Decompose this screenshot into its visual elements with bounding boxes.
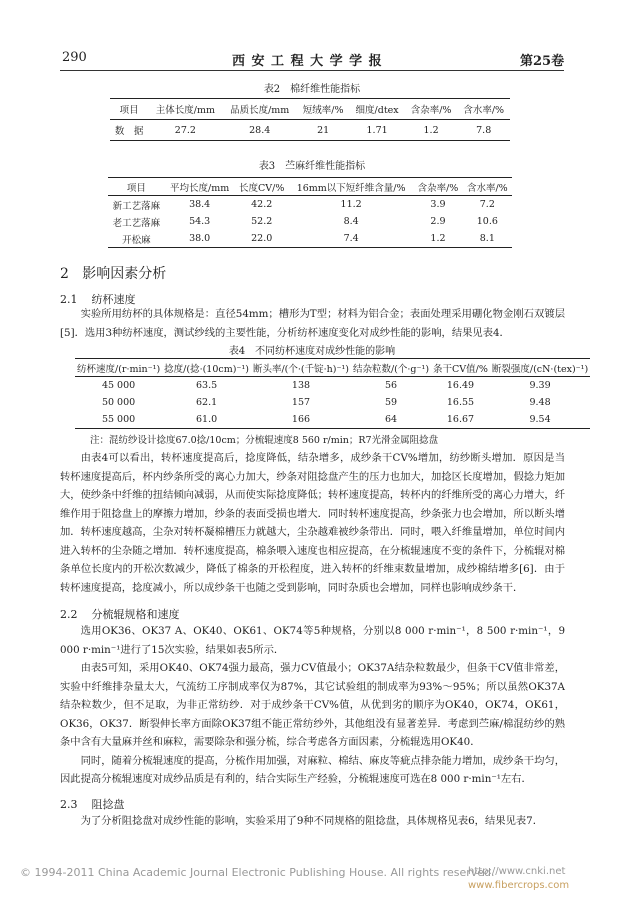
- subsection-title: 纺杯速度: [91, 293, 136, 306]
- table-cell: 45 000: [75, 377, 162, 395]
- table-cell: 28.4: [223, 120, 297, 141]
- table-row: [108, 213, 512, 230]
- column-header: 主体长度/mm: [148, 99, 222, 120]
- table-cell: 1.2: [413, 230, 462, 248]
- table-cell: 166: [251, 411, 351, 429]
- subsection-title: 分梳辊规格和速度: [91, 608, 180, 621]
- table-row: [110, 120, 510, 141]
- table-cell: 9.48: [529, 397, 551, 408]
- body-text: 为了分析阻捻盘对成纱性能的影响，实验采用了9种不同规格的阻捻盘，具体规格见表6，结果见表7．: [80, 815, 544, 827]
- table-cell: 50 000: [101, 397, 136, 408]
- table-row: [75, 411, 590, 429]
- paragraph-2-1: [60, 305, 565, 342]
- column-header: 细度/dtex: [349, 99, 404, 120]
- table-header-row: [110, 99, 510, 120]
- table-cell: 1.71: [349, 120, 404, 141]
- table3: [108, 177, 512, 248]
- table-cell: 54.3: [189, 216, 211, 227]
- journal-title: 西 安 工 程 大 学 学 报: [232, 54, 383, 69]
- table-cell: 55 000: [75, 411, 162, 429]
- table4-caption: 表4 不同纺杯速度对成纱性能的影响: [228, 346, 396, 357]
- table-row: [108, 230, 512, 248]
- table4: [75, 358, 590, 429]
- column-header: 断头率/(个·(千锭·h)⁻¹): [251, 359, 351, 377]
- table-cell: 7.2: [463, 196, 512, 214]
- table-cell: 11.2: [289, 196, 413, 214]
- table-cell: 数 据: [110, 120, 148, 141]
- table-cell: 16.67: [431, 411, 490, 429]
- table-cell: 10.6: [476, 216, 498, 227]
- table-header-row: [75, 359, 590, 377]
- table-cell: 7.4: [289, 230, 413, 248]
- table-cell: 61.0: [162, 411, 251, 429]
- table-cell: 38.4: [165, 196, 235, 214]
- table3-caption: 表3 苎麻纤维性能指标: [258, 161, 366, 172]
- table-cell: 16.55: [446, 397, 475, 408]
- column-header: 结杂粒数/(个·g⁻¹): [351, 359, 431, 377]
- table2-caption: 表2 棉纤维性能指标: [263, 84, 361, 95]
- table-cell: 老工艺落麻: [112, 217, 161, 229]
- section-number: 2: [60, 266, 69, 282]
- table-cell: 开松麻: [108, 230, 165, 248]
- table4-note: 注：混纺纱设计捻度67.0捻/10cm；分梳辊速度8 560 r/min；R7光滑金属阻捻盘: [90, 435, 439, 446]
- column-header: 短绒率/%: [297, 99, 350, 120]
- body-text: 由表4可以看出，转杯速度提高后，捻度降低，结杂增多，成纱条干CV%增加，纺纱断头增加．原因是当转杯速度提高后，杯内纱条所受的离心力加大，纱条对阻捻盘产生的压力也加大，加捻区长度增加，假捻力矩加大，使纱条中纤维的扭结倾向减弱，从而使实际捻度降低；转杯速度提高，转杯内的纤维所受的离心力增大，纤维作用于阻捻盘上的摩擦力增加，纱条的表面受损也增大．同时转杯速度提高，纱条张力也会增加，所以断头增加．转杯速度越高，尘杂对转杯凝棉槽压力就越大，尘杂越难被纱条带出．同时，喂入纤维量增加，单位时间内进入转杯的尘杂随之增加．转杯速度提高，棉条喂入速度也相应提高，在分梳辊速度不变的条件下，分梳辊对棉条单位长度内的开松次数减少，降低了棉条的开松程度，进入转杯的纤维束数量增加，成纱棉结增多[6]．由于转杯速度提高，捻度减小，所以成纱条干也随之受到影响，同时杂质也会增加，同样也影响成纱条干．: [60, 452, 565, 594]
- column-header: 纺杯速度/(r·min⁻¹): [75, 359, 162, 377]
- column-header: 长度CV/%: [235, 178, 289, 196]
- table-cell: 157: [291, 397, 311, 408]
- column-header: 捻度/(捻·(10cm)⁻¹): [162, 359, 251, 377]
- table-cell: 52.2: [251, 216, 273, 227]
- table-header-row: [108, 178, 512, 196]
- subsection-number: 2.3: [60, 798, 78, 811]
- subsection-title: 阻捻盘: [91, 798, 125, 811]
- section-heading: [60, 263, 166, 283]
- table-cell: 21: [297, 120, 350, 141]
- table-cell: 63.5: [162, 377, 251, 395]
- header-rule: [60, 70, 564, 71]
- table-cell: 2.9: [430, 216, 446, 227]
- table-cell: 16.49: [431, 377, 490, 395]
- column-header: 含杂率/%: [413, 178, 462, 196]
- table-cell: 3.9: [413, 196, 462, 214]
- table-cell: 38.0: [165, 230, 235, 248]
- paragraph-2-3: [60, 812, 565, 831]
- table-row: [75, 377, 590, 395]
- section-title: 影响因素分析: [82, 266, 167, 282]
- subsection-2-2: [60, 606, 180, 622]
- table-row: [75, 394, 590, 411]
- table-cell: 8.4: [343, 216, 359, 227]
- body-text: 实验所用纺杯的具体规格是：直径54mm；槽形为T型；材料为铝合金；表面处理采用硼化物金刚石双镀层[5]．选用3种纺杯速度，测试纱线的主要性能，分析纺杯速度变化对成纱性能的影响，结果见表4．: [60, 308, 565, 339]
- column-header: 项目: [108, 178, 165, 196]
- watermark-text: www.fibercrops.com: [468, 880, 570, 891]
- volume-label: 第25卷: [520, 54, 565, 69]
- table-cell: 1.2: [405, 120, 458, 141]
- body-text: 同时，随着分梳辊速度的提高，分梳作用加强，对麻粒、棉结、麻皮等疵点排杂能力增加，成纱条干均匀，因此提高分梳辊速度对成纱品质是有利的，结合实际生产经验，分梳辊速度可选在8 000 r·min⁻¹左右．: [60, 754, 565, 785]
- page-number: 290: [62, 50, 87, 65]
- column-header: 16mm以下短纤维含量/%: [289, 178, 413, 196]
- body-text: 选用OK36、OK37 A、OK40、OK61、OK74等5种规格，分别以8 000 r·min⁻¹，8 500 r·min⁻¹，9 000 r·min⁻¹进行了15次实验，结果如表5所示．: [60, 625, 565, 656]
- column-header: 断裂强度/(cN·(tex)⁻¹): [490, 359, 590, 377]
- cnki-link[interactable]: http://www.cnki.net: [468, 866, 566, 877]
- table-cell: 9.54: [490, 411, 590, 429]
- column-header: 含水率/%: [463, 178, 512, 196]
- table-cell: 62.1: [195, 397, 218, 408]
- paragraph-2-2: [60, 622, 565, 789]
- table-cell: 9.39: [490, 377, 590, 395]
- paragraph-2-1-analysis: [60, 449, 565, 597]
- table-cell: 64: [351, 411, 431, 429]
- table-cell: 59: [384, 397, 398, 408]
- column-header: 项目: [110, 99, 148, 120]
- body-text: 由表5可知，采用OK40、OK74强力最高，强力CV值最小；OK37A结杂粒数最少，但条干CV值非常差，实验中纤维排杂量太大，气流纺工序制成率仅为87%，其它试验组的制成率为93%～95%；所以虽然OK37A结杂粒数少，但不足取，为非正常纺纱．对于成纱条干CV%值，从优到劣的顺序为OK40，OK74，OK61，OK36，OK37．断裂伸长率方面除OK37组不能正常纺纱外，其他组没有显著差异．考虑到苎麻/棉混纺纱的熟条中含有大量麻并丝和麻粒，需要除杂和强分梳，综合考虑各方面因素，分梳辊选用OK40．: [60, 662, 565, 748]
- copyright-text: © 1994-2011 China Academic Journal Electronic Publishing House. All rights reserved.: [20, 866, 495, 879]
- column-header: 品质长度/mm: [223, 99, 297, 120]
- table-cell: 56: [351, 377, 431, 395]
- column-header: 平均长度/mm: [165, 178, 235, 196]
- subsection-number: 2.1: [60, 293, 78, 306]
- table-cell: 7.8: [457, 120, 510, 141]
- column-header: 含杂率/%: [405, 99, 458, 120]
- table-cell: 27.2: [148, 120, 222, 141]
- subsection-2-3: [60, 796, 125, 812]
- table-cell: 8.1: [463, 230, 512, 248]
- column-header: 含水率/%: [457, 99, 510, 120]
- table-cell: 138: [251, 377, 351, 395]
- subsection-number: 2.2: [60, 608, 78, 621]
- table-cell: 42.2: [235, 196, 289, 214]
- table-cell: 22.0: [235, 230, 289, 248]
- table-cell: 新工艺落麻: [108, 196, 165, 214]
- column-header: 条干CV值/%: [431, 359, 490, 377]
- table-row: [108, 196, 512, 214]
- table2: [110, 98, 510, 141]
